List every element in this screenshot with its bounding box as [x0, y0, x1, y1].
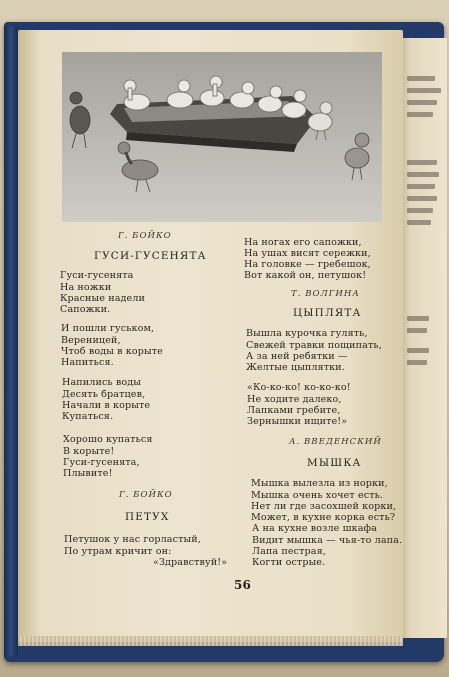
page-number: 56 [234, 578, 251, 592]
poem1-line: Сапожки. [60, 304, 111, 315]
poem3-line: Не ходите далеко, [247, 394, 342, 405]
poem2-title: ПЕТУХ [125, 511, 170, 523]
poem1-author: Г. БОЙКО [118, 231, 172, 241]
poem3-line: Лапками гребите, [247, 405, 341, 416]
poem3-line: Свежей травки пощипать, [246, 340, 382, 351]
poem2-line: «Здравствуй!» [153, 557, 228, 568]
poem2-line: Петушок у нас горластый, [64, 534, 201, 545]
book-spine [4, 26, 18, 656]
poem1-line: Вереницей, [61, 335, 121, 346]
poem3-title: ЦЫПЛЯТА [293, 307, 362, 319]
poem1-line: Чтоб воды в корыте [61, 346, 163, 357]
poem2-cont-line: На ногах его сапожки, [244, 237, 362, 248]
poem2-author: Г. БОЙКО [119, 490, 173, 500]
poem4-line: Лапа пестрая, [252, 546, 326, 557]
poem2-line: По утрам кричит он: [64, 546, 172, 557]
page-edges [18, 636, 403, 646]
poem1-title: ГУСИ-ГУСЕНЯТА [94, 250, 207, 262]
poem1-line: В корыте! [63, 446, 115, 457]
poem3-line: А за ней ребятки — [246, 351, 348, 362]
poem4-title: МЫШКА [307, 457, 362, 469]
ducklings-illustration [62, 52, 382, 222]
poem3-line: Желтые цыплятки. [246, 362, 345, 373]
poem1-line: Купаться. [62, 411, 114, 422]
poem1-line: На ножки [60, 282, 112, 293]
poem1-line: Плывите! [63, 468, 113, 479]
poem3-line: Зернышки ищите!» [247, 416, 348, 427]
poem2-cont-line: На ушах висят сережки, [244, 248, 371, 259]
poem2-cont-line: Вот какой он, петушок! [244, 270, 367, 281]
poem4-line: Нет ли где засохшей корки, [251, 501, 397, 512]
poem1-line: Хорошо купаться [63, 434, 153, 445]
poem3-line: Вышла курочка гулять, [246, 328, 368, 339]
poem4-line: Видит мышка — чья-то лапа. [252, 535, 403, 546]
ducklings-picture [62, 52, 382, 222]
poem4-line: Когти острые. [252, 557, 326, 568]
poem1-line: Напиться. [61, 357, 114, 368]
poem1-line: Гуси-гусенята, [63, 457, 140, 468]
poem2-cont-line: На головке — гребешок, [244, 259, 371, 270]
poem3-line: «Ко-ко-ко! ко-ко-ко! [247, 382, 351, 393]
poem1-line: Напились воды [62, 377, 142, 388]
poem4-line: А на кухне возле шкафа [252, 523, 377, 534]
poem4-line: Мышка очень хочет есть. [251, 490, 384, 501]
poem4-line: Может, в кухне корка есть? [251, 512, 396, 523]
poem1-line: Гуси-гусенята [60, 270, 134, 281]
poem1-line: Десять братцев, [62, 389, 146, 400]
poem4-line: Мышка вылезла из норки, [251, 478, 388, 489]
poem1-line: И пошли гуськом, [61, 323, 155, 334]
poem1-line: Красные надели [60, 293, 146, 304]
poem3-author: Т. ВОЛГИНА [291, 289, 360, 299]
poem1-line: Начали в корыте [62, 400, 151, 411]
poem4-author: А. ВВЕДЕНСКИЙ [289, 437, 382, 447]
